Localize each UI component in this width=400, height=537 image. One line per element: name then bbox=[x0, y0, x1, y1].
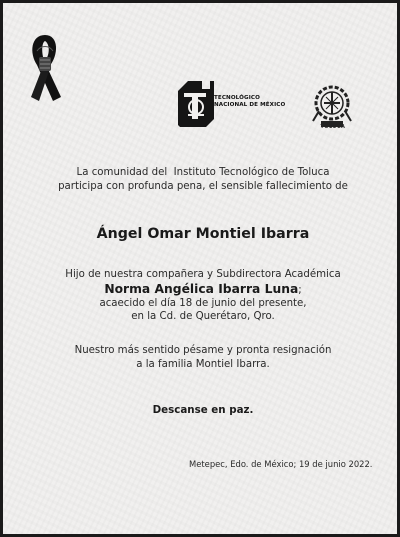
parent-line-1: Hijo de nuestra compañera y Subdirectora Académica bbox=[65, 269, 341, 280]
intro-line-2: participa con profunda pena, el sensible fallecimiento de bbox=[58, 181, 348, 192]
intro-text bbox=[3, 166, 397, 194]
parent-name: Norma Angélica Ibarra Luna bbox=[104, 282, 299, 296]
condolence-card bbox=[3, 3, 397, 534]
tecnm-line-1: TECNOLÓGICO bbox=[214, 95, 260, 101]
toluca-institute-logo bbox=[309, 83, 355, 131]
tecnm-wordmark bbox=[214, 95, 294, 109]
condolence-line-2: a la familia Montiel Ibarra. bbox=[136, 359, 270, 370]
parent-info bbox=[3, 268, 397, 323]
toluca-label: TOLUCA bbox=[320, 125, 346, 130]
parent-line-3: acaecido el día 18 de junio del presente, bbox=[99, 298, 307, 309]
parent-name-line bbox=[3, 281, 397, 297]
mourning-ribbon-icon bbox=[23, 31, 67, 105]
parent-name-punct: ; bbox=[298, 285, 302, 296]
tecnm-line-2: NACIONAL DE MÉXICO bbox=[214, 102, 286, 108]
rest-in-peace: Descanse en paz. bbox=[152, 404, 254, 416]
condolence-line-1: Nuestro más sentido pésame y pronta resignación bbox=[74, 345, 332, 356]
place-date: Metepec, Edo. de México; 19 de junio 2022. bbox=[189, 459, 373, 469]
deceased-name: Ángel Omar Montiel Ibarra bbox=[96, 226, 310, 242]
parent-line-4: en la Cd. de Querétaro, Qro. bbox=[131, 311, 275, 322]
intro-line-1: La comunidad del Instituto Tecnológico de Toluca bbox=[76, 167, 330, 178]
condolence-text bbox=[3, 344, 397, 372]
